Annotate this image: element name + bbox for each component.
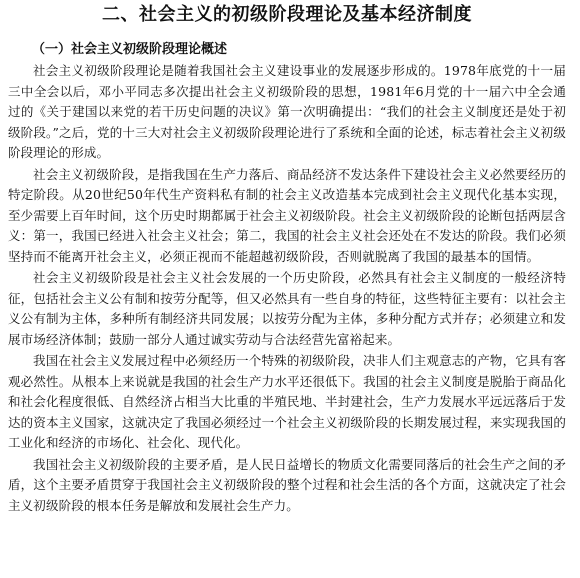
page-title: 二、社会主义的初级阶段理论及基本经济制度 <box>102 4 472 25</box>
paragraph-3: 社会主义初级阶段是社会主义社会发展的一个历史阶段，必然具有社会主义制度的一般经济特征，包括社会主义公有制和按劳分配等，但又必然具有一些自身的特征，这些特征主要有：以社会主义公有制为主体，多种所有制经济共同发展；以按劳分配为主体，多种分配方式并存；必须建立和发展市场经济体制；鼓励一部分人通过诚实劳动与合法经营先富裕起来。 <box>8 270 566 347</box>
paragraph-2: 社会主义初级阶段，是指我国在生产力落后、商品经济不发达条件下建设社会主义必然要经历的特定阶段。从20世纪50年代生产资料私有制的社会主义改造基本完成到社会主义现代化基本实现，至少需要上百年时间，这个历史时期都属于社会主义初级阶段。社会主义初级阶段的论断包括两层含义：第一，我国已经进入社会主义社会；第二，我国的社会主义社会还处在不发达的阶段。我们必须坚持而不能离开社会主义，必须正视而不能超越初级阶段，否则就脱离了我国的最基本的国情。 <box>8 166 566 264</box>
paragraph-1: 社会主义初级阶段理论是随着我国社会主义建设事业的发展逐步形成的。1978年底党的十一届三中全会以后，邓小平同志多次提出社会主义初级阶段的思想，1981年6月党的十一届六中全会通过的《关于建国以来党的若干历史问题的决议》第一次明确提出：“我们的社会主义制度还是处于初级阶段。”之后，党的十三大对社会主义初级阶段理论进行了系统和全面的论述，标志着社会主义初级阶段理论的形成。 <box>8 63 566 160</box>
section-heading: （一）社会主义初级阶段理论概述 <box>32 42 228 57</box>
paragraph-5: 我国社会主义初级阶段的主要矛盾，是人民日益增长的物质文化需要同落后的社会生产之间的矛盾，这个主要矛盾贯穿于我国社会主义初级阶段的整个过程和社会生活的各个方面，这就决定了社会主义初级阶段的根本任务是解放和发展社会生产力。 <box>8 456 566 513</box>
paragraph-4: 我国在社会主义发展过程中必须经历一个特殊的初级阶段，决非人们主观意志的产物，它具有客观必然性。从根本上来说就是我国的社会生产力水平还很低下。我国的社会主义制度是脱胎于商品化和社会化程度很低、自然经济占相当大比重的半殖民地、半封建社会，生产力发展水平远远落后于发达的资本主义国家，这就决定了我国必须经过一个社会主义初级阶段的长期发展过程，来实现我国的工业化和经济的市场化、社会化、现代化。 <box>8 353 566 450</box>
